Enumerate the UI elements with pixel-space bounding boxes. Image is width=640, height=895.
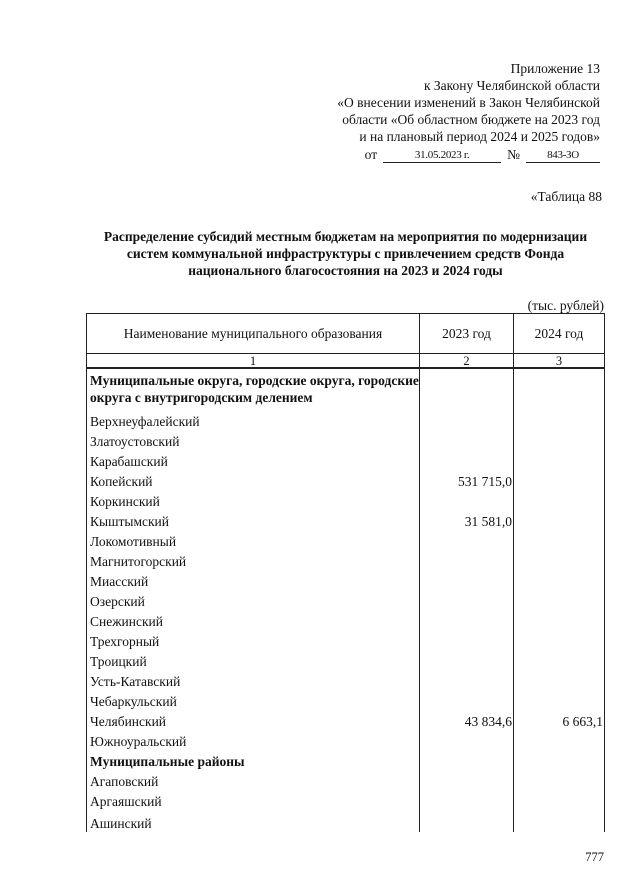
value-2023-cell	[420, 750, 514, 770]
value-2023-cell	[420, 550, 514, 570]
value-2024-cell	[514, 470, 605, 490]
appendix-line: области «Об областном бюджете на 2023 год	[342, 112, 600, 127]
value-2023-cell	[420, 490, 514, 510]
table-header-row	[87, 314, 605, 354]
municipality-name-cell: Озерский	[87, 590, 420, 610]
table-row	[87, 750, 605, 770]
column-number: 3	[514, 354, 605, 369]
document-heading: Распределение субсидий местным бюджетам на мероприятия по модернизации систем коммунальной инфраструктуры с привлечением средств Фонда национального благосостояния на 2023 и 2024 годы	[103, 229, 588, 278]
appendix-line: и на плановый период 2024 и 2025 годов»	[359, 129, 600, 144]
table-row	[87, 570, 605, 590]
appendix-line: Приложение 13	[510, 61, 600, 76]
value-2024-cell	[514, 368, 605, 410]
column-header-municipality: Наименование муниципального образования	[87, 314, 420, 354]
value-2024-cell	[514, 530, 605, 550]
table-row	[87, 650, 605, 670]
value-2024-cell	[514, 570, 605, 590]
value-2023-cell	[420, 650, 514, 670]
municipality-name-cell: Копейский	[87, 470, 420, 490]
value-2024-cell	[514, 410, 605, 430]
table-row	[87, 550, 605, 570]
from-label: от	[364, 147, 378, 162]
value-2024-cell	[514, 790, 605, 810]
municipality-name-cell: Верхнеуфалейский	[87, 410, 420, 430]
value-2023-cell	[420, 810, 514, 832]
municipality-name-cell: Трехгорный	[87, 630, 420, 650]
table-row	[87, 450, 605, 470]
value-2024-cell	[514, 510, 605, 530]
value-2023-cell: 531 715,0	[420, 470, 514, 490]
value-2024-cell	[514, 490, 605, 510]
table-row	[87, 710, 605, 730]
value-2024-cell	[514, 550, 605, 570]
value-2023-cell	[420, 450, 514, 470]
municipality-name-cell: Ашинский	[87, 810, 420, 832]
value-2023-cell	[420, 410, 514, 430]
subsidy-table	[86, 313, 605, 832]
appendix-line: к Закону Челябинской области	[423, 78, 600, 93]
value-2024-cell	[514, 450, 605, 470]
value-2023-cell	[420, 530, 514, 550]
value-2023-cell	[420, 368, 514, 410]
value-2023-cell: 31 581,0	[420, 510, 514, 530]
table-row	[87, 470, 605, 490]
municipality-name-cell: Кыштымский	[87, 510, 420, 530]
table-row	[87, 510, 605, 530]
table-row	[87, 630, 605, 650]
table-row	[87, 810, 605, 832]
table-row	[87, 670, 605, 690]
municipality-name-cell: Златоустовский	[87, 430, 420, 450]
municipality-name-cell: Троицкий	[87, 650, 420, 670]
municipality-name-cell: Аргаяшский	[87, 790, 420, 810]
table-row	[87, 490, 605, 510]
table-label: «Таблица 88	[530, 189, 602, 204]
value-2023-cell	[420, 590, 514, 610]
value-2024-cell	[514, 770, 605, 790]
page-number: 777	[585, 850, 604, 864]
municipality-name-cell: Челябинский	[87, 710, 420, 730]
value-2024-cell	[514, 630, 605, 650]
value-2023-cell	[420, 430, 514, 450]
table-body	[87, 368, 605, 832]
value-2024-cell	[514, 430, 605, 450]
value-2024-cell	[514, 730, 605, 750]
municipality-name-cell: Карабашский	[87, 450, 420, 470]
municipality-name-cell: Снежинский	[87, 610, 420, 630]
table-row	[87, 410, 605, 430]
column-number: 2	[420, 354, 514, 369]
municipality-name-cell: Муниципальные округа, городские округа, городские округа с внутригородским делением	[87, 368, 420, 410]
table-row	[87, 590, 605, 610]
municipality-name-cell: Агаповский	[87, 770, 420, 790]
table-row	[87, 730, 605, 750]
column-number-row	[87, 354, 605, 369]
municipality-name-cell: Чебаркульский	[87, 690, 420, 710]
table-row	[87, 530, 605, 550]
value-2023-cell	[420, 770, 514, 790]
column-header-2024: 2024 год	[514, 314, 605, 354]
municipality-name-cell: Локомотивный	[87, 530, 420, 550]
table-row	[87, 690, 605, 710]
municipality-name-cell: Миасский	[87, 570, 420, 590]
municipality-name-cell: Муниципальные районы	[87, 750, 420, 770]
column-header-2023: 2023 год	[420, 314, 514, 354]
law-number: 843-ЗО	[526, 149, 600, 163]
table-row	[87, 790, 605, 810]
municipality-name-cell: Южноуральский	[87, 730, 420, 750]
municipality-name-cell: Магнитогорский	[87, 550, 420, 570]
value-2024-cell	[514, 590, 605, 610]
value-2023-cell	[420, 690, 514, 710]
municipality-name-cell: Усть-Катавский	[87, 670, 420, 690]
table-row	[87, 430, 605, 450]
units-label: (тыс. рублей)	[527, 298, 604, 313]
value-2024-cell	[514, 750, 605, 770]
value-2024-cell	[514, 690, 605, 710]
appendix-line: «О внесении изменений в Закон Челябинской	[337, 95, 600, 110]
value-2024-cell	[514, 610, 605, 630]
municipality-name-cell: Коркинский	[87, 490, 420, 510]
value-2024-cell: 6 663,1	[514, 710, 605, 730]
table-row	[87, 770, 605, 790]
law-date: 31.05.2023 г.	[383, 149, 501, 163]
value-2024-cell	[514, 650, 605, 670]
value-2023-cell	[420, 670, 514, 690]
value-2023-cell	[420, 730, 514, 750]
value-2023-cell	[420, 790, 514, 810]
value-2023-cell: 43 834,6	[420, 710, 514, 730]
value-2024-cell	[514, 810, 605, 832]
value-2024-cell	[514, 670, 605, 690]
column-number: 1	[87, 354, 420, 369]
value-2023-cell	[420, 610, 514, 630]
appendix-block	[280, 60, 600, 163]
table-row	[87, 610, 605, 630]
law-date-number-line	[280, 146, 600, 163]
value-2023-cell	[420, 570, 514, 590]
number-label: №	[507, 147, 520, 162]
value-2023-cell	[420, 630, 514, 650]
table-row	[87, 368, 605, 410]
